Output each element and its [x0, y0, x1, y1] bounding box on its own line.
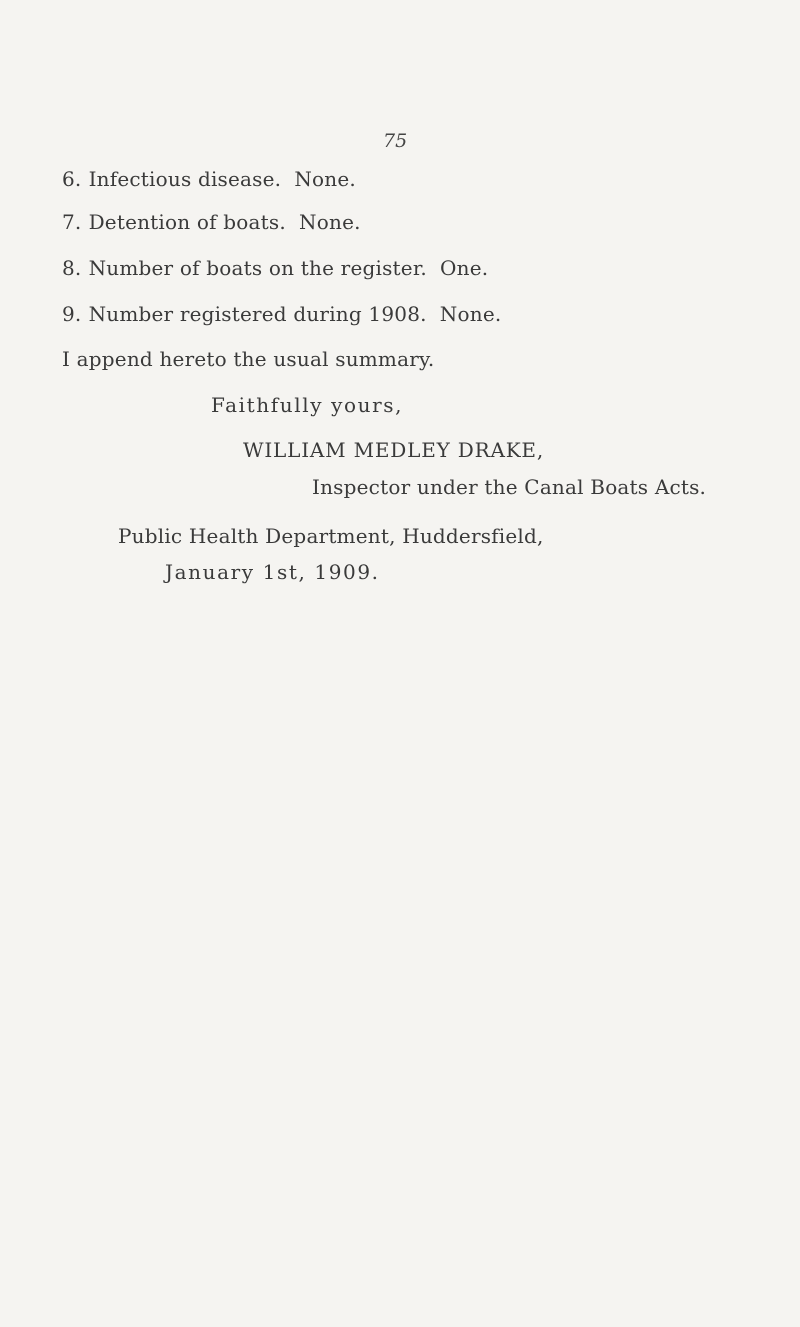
date-line: January 1st, 1909.	[165, 560, 380, 584]
append-statement: I append hereto the usual summary.	[62, 347, 435, 371]
item-number: 7.	[62, 210, 82, 234]
item-text: Number registered during 1908. None.	[88, 302, 502, 326]
item-text: Number of boats on the register. One.	[88, 256, 489, 280]
item-text: Infectious disease. None.	[88, 167, 356, 191]
item-number: 9.	[62, 302, 82, 326]
page-number: 75	[383, 130, 408, 152]
closing-salutation: Faithfully yours,	[211, 393, 404, 417]
list-item	[62, 167, 356, 191]
signature-name: WILLIAM MEDLEY DRAKE,	[243, 438, 544, 462]
list-item	[62, 302, 501, 326]
list-item	[62, 256, 488, 280]
item-number: 8.	[62, 256, 82, 280]
list-item	[62, 210, 361, 234]
item-number: 6.	[62, 167, 82, 191]
address-line: Public Health Department, Huddersfield,	[118, 524, 544, 548]
signature-title: Inspector under the Canal Boats Acts.	[312, 475, 707, 499]
item-text: Detention of boats. None.	[88, 210, 361, 234]
